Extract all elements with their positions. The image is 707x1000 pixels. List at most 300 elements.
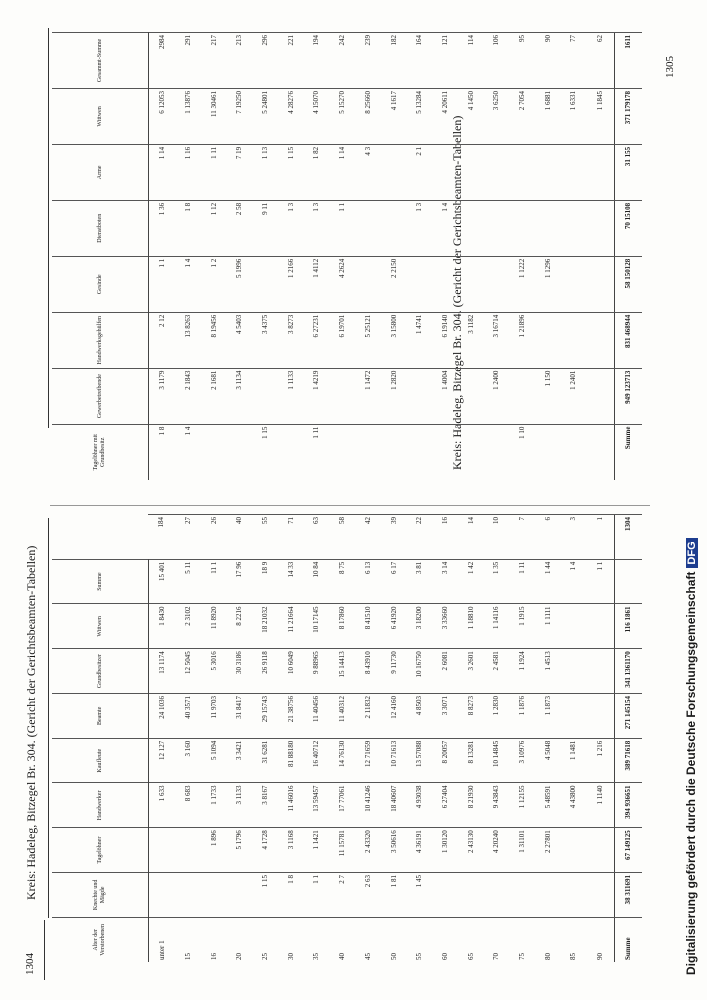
table-cell: 63 xyxy=(304,515,330,560)
table-cell: 3 33660 xyxy=(433,604,459,649)
table-cell: 8 2216 xyxy=(227,604,253,649)
table-cell xyxy=(587,424,615,480)
table-row xyxy=(407,515,433,963)
table-cell: 1 3 xyxy=(304,200,330,256)
table-cell xyxy=(148,828,176,873)
column-header: Kaufleute xyxy=(52,738,148,783)
table-cell: 3 8273 xyxy=(278,312,304,368)
row-label: unter 1 xyxy=(148,917,176,962)
table-cell: 6 27231 xyxy=(304,312,330,368)
table-cell: 1 4004 xyxy=(433,368,459,424)
table-cell xyxy=(535,424,561,480)
table-cell: 1 1472 xyxy=(355,368,381,424)
totals-row xyxy=(614,33,642,481)
table-cell xyxy=(433,144,459,200)
table-row xyxy=(148,515,176,963)
row-label: 15 xyxy=(176,917,202,962)
column-header: Gewerbetreibende xyxy=(52,368,148,424)
table-cell: 3 15800 xyxy=(381,312,407,368)
table-cell: 2 7 xyxy=(330,873,356,918)
column-header: Handwerker xyxy=(52,783,148,828)
table-cell: 2 4581 xyxy=(484,649,510,694)
table-row xyxy=(433,515,459,963)
table-cell: 1 11 xyxy=(510,559,536,604)
table-cell: 182 xyxy=(381,33,407,89)
table-cell: 1 6331 xyxy=(561,88,587,144)
table-cell xyxy=(458,368,484,424)
table-cell xyxy=(330,424,356,480)
table-row xyxy=(227,515,253,963)
table-cell: 4 28276 xyxy=(278,88,304,144)
table-row xyxy=(330,33,356,481)
table-cell: 2 1 xyxy=(407,144,433,200)
table-cell: 1 1 xyxy=(148,256,176,312)
table-cell: 10 6049 xyxy=(278,649,304,694)
table-row xyxy=(535,515,561,963)
table-cell: 1 1140 xyxy=(587,783,615,828)
table-cell: 10 14845 xyxy=(484,738,510,783)
totals-cell: 271 145154 xyxy=(614,694,642,739)
table-cell xyxy=(587,694,615,739)
table-cell xyxy=(587,312,615,368)
table-cell: 1 4741 xyxy=(407,312,433,368)
table-cell: 10 16750 xyxy=(407,649,433,694)
table-cell: 1 4219 xyxy=(304,368,330,424)
table-row xyxy=(227,33,253,481)
table-cell: 81 88180 xyxy=(278,738,304,783)
table-cell: 8 43910 xyxy=(355,649,381,694)
table-cell: 3 3071 xyxy=(433,694,459,739)
table-row xyxy=(201,33,227,481)
digitization-text: Digitalisierung gefördert durch die Deutsche Forschungsgemeinschaft xyxy=(684,571,698,975)
table-cell: 16 xyxy=(433,515,459,560)
right-table-panel xyxy=(52,32,642,480)
table-cell: 1 1733 xyxy=(201,783,227,828)
table-cell: 1 xyxy=(587,515,615,560)
table-cell: 1 81 xyxy=(381,873,407,918)
table-cell: 6 12053 xyxy=(148,88,176,144)
table-row xyxy=(484,515,510,963)
table-cell: 3 1133 xyxy=(227,783,253,828)
table-cell: 1 8430 xyxy=(148,604,176,649)
table-cell: 1 6881 xyxy=(535,88,561,144)
table-cell: 26 9118 xyxy=(253,649,279,694)
table-cell xyxy=(535,312,561,368)
table-cell: 6 27404 xyxy=(433,783,459,828)
table-cell xyxy=(587,256,615,312)
table-cell: 39 xyxy=(381,515,407,560)
page-title-right: Kreis: Hadeleg, Bitzegel Br. 304. (Gericht der Gerichtsbeamten-Tabellen) xyxy=(450,115,464,470)
column-header: Alter der Verstorbenen xyxy=(52,917,148,962)
table-cell: 4 8503 xyxy=(407,694,433,739)
table-cell: 12 5045 xyxy=(176,649,202,694)
row-label: 45 xyxy=(355,917,381,962)
table-cell: 12 71659 xyxy=(355,738,381,783)
totals-cell: 67 149125 xyxy=(614,828,642,873)
table-cell: 15 14413 xyxy=(330,649,356,694)
table-cell: 1 14 xyxy=(148,144,176,200)
totals-cell: 38 311691 xyxy=(614,873,642,918)
rule-right-vertical xyxy=(48,28,49,428)
table-cell: 77 xyxy=(561,33,587,89)
table-row xyxy=(253,515,279,963)
table-cell: 213 xyxy=(227,33,253,89)
table-cell: 6 xyxy=(535,515,561,560)
table-cell: 1 36 xyxy=(148,200,176,256)
column-header: Wittwen xyxy=(52,604,148,649)
table-cell: 21 38756 xyxy=(278,694,304,739)
table-cell: 4 5403 xyxy=(227,312,253,368)
table-row xyxy=(176,33,202,481)
table-cell xyxy=(561,200,587,256)
table-cell: 9 11730 xyxy=(381,649,407,694)
table-cell: 3 50616 xyxy=(381,828,407,873)
table-cell: 291 xyxy=(176,33,202,89)
table-cell: 1 4112 xyxy=(304,256,330,312)
column-header: Knechte und Mägde xyxy=(52,873,148,918)
table-cell xyxy=(535,144,561,200)
table-cell: 11 40312 xyxy=(330,694,356,739)
table-cell: 4 5048 xyxy=(535,738,561,783)
table-cell xyxy=(510,873,536,918)
row-label: 30 xyxy=(278,917,304,962)
table-cell xyxy=(535,873,561,918)
table-cell: 6 41920 xyxy=(381,604,407,649)
table-cell xyxy=(330,368,356,424)
table-cell: 4 1617 xyxy=(381,88,407,144)
table-cell: 1 1 xyxy=(304,873,330,918)
table-cell: 1 4513 xyxy=(535,649,561,694)
table-cell: 114 xyxy=(458,33,484,89)
table-cell: 10 xyxy=(484,515,510,560)
table-cell: 11 40456 xyxy=(304,694,330,739)
table-cell: 11 8920 xyxy=(201,604,227,649)
table-row xyxy=(278,515,304,963)
column-header: Wittwen xyxy=(52,88,148,144)
table-cell xyxy=(148,873,176,918)
table-cell: 14 76130 xyxy=(330,738,356,783)
table-cell: 18 21032 xyxy=(253,604,279,649)
totals-cell: 31 155 xyxy=(614,144,642,200)
table-cell: 1 216 xyxy=(587,738,615,783)
table-cell: 1 10 xyxy=(510,424,536,480)
table-cell: 1 1924 xyxy=(510,649,536,694)
row-label: 80 xyxy=(535,917,561,962)
table-cell: 6 17 xyxy=(381,559,407,604)
table-row xyxy=(510,515,536,963)
table-cell: 1 1 xyxy=(587,559,615,604)
table-cell: 90 xyxy=(535,33,561,89)
totals-row xyxy=(614,515,642,963)
table-cell: 1 30120 xyxy=(433,828,459,873)
table-cell: 164 xyxy=(407,33,433,89)
table-cell: 2 1843 xyxy=(176,368,202,424)
table-cell: 42 xyxy=(355,515,381,560)
column-header: Grundbesitzer xyxy=(52,649,148,694)
row-label: 60 xyxy=(433,917,459,962)
table-cell: 17 96 xyxy=(227,559,253,604)
table-row xyxy=(407,33,433,481)
table-cell: 18 40607 xyxy=(381,783,407,828)
table-row xyxy=(458,515,484,963)
table-cell: 4 20611 xyxy=(433,88,459,144)
table-cell: 1 896 xyxy=(201,828,227,873)
table-cell: 5 24801 xyxy=(253,88,279,144)
table-cell: 4 43800 xyxy=(561,783,587,828)
table-cell: 2 7054 xyxy=(510,88,536,144)
table-cell xyxy=(561,144,587,200)
table-cell xyxy=(587,368,615,424)
table-cell xyxy=(561,424,587,480)
table-cell: 5 1996 xyxy=(227,256,253,312)
table-cell: 1 1296 xyxy=(535,256,561,312)
table-cell: 1 1915 xyxy=(510,604,536,649)
totals-cell: 1304 xyxy=(614,515,642,560)
table-cell xyxy=(510,200,536,256)
table-cell: 2 43320 xyxy=(355,828,381,873)
table-row xyxy=(304,33,330,481)
table-row xyxy=(304,515,330,963)
column-header: Dienstboten xyxy=(52,200,148,256)
row-label: 20 xyxy=(227,917,253,962)
left-table-panel xyxy=(52,514,642,962)
table-cell: 4 3 xyxy=(355,144,381,200)
row-label: 25 xyxy=(253,917,279,962)
row-label: 90 xyxy=(587,917,615,962)
table-cell: 9 11 xyxy=(253,200,279,256)
table-cell xyxy=(561,312,587,368)
totals-cell: 371 179178 xyxy=(614,88,642,144)
table-cell: 1 1111 xyxy=(535,604,561,649)
table-cell: 1 1876 xyxy=(510,694,536,739)
page-title-left: Kreis: Hadeleg, Bitzegel Br. 304. (Gericht der Gerichtsbeamten-Tabellen) xyxy=(24,545,38,900)
table-cell: 2 3102 xyxy=(176,604,202,649)
table-cell: 1 15 xyxy=(253,873,279,918)
table-cell: 1 45 xyxy=(407,873,433,918)
table-cell: 1 4 xyxy=(176,256,202,312)
table-cell: 8 683 xyxy=(176,783,202,828)
table-cell xyxy=(561,604,587,649)
totals-cell: 1611 xyxy=(614,33,642,89)
table-cell: 9 43843 xyxy=(484,783,510,828)
table-row xyxy=(535,33,561,481)
table-cell xyxy=(561,828,587,873)
table-cell xyxy=(484,200,510,256)
table-row xyxy=(176,515,202,963)
table-cell: 4 93038 xyxy=(407,783,433,828)
table-cell: 14 xyxy=(458,515,484,560)
rule-left-bottom xyxy=(44,920,45,980)
table-cell xyxy=(561,694,587,739)
table-cell: 95 xyxy=(510,33,536,89)
table-cell: 221 xyxy=(278,33,304,89)
row-label: 75 xyxy=(510,917,536,962)
table-row xyxy=(433,33,459,481)
table-cell xyxy=(433,424,459,480)
table-cell xyxy=(433,256,459,312)
table-cell xyxy=(278,424,304,480)
table-cell: 1 2 xyxy=(201,256,227,312)
table-cell: 24 1036 xyxy=(148,694,176,739)
table-cell xyxy=(407,256,433,312)
table-cell: 1 15 xyxy=(278,144,304,200)
table-cell: 9 88965 xyxy=(304,649,330,694)
table-cell: 1 35 xyxy=(484,559,510,604)
table-cell xyxy=(510,368,536,424)
table-cell: 8 8273 xyxy=(458,694,484,739)
table-cell: 11 9703 xyxy=(201,694,227,739)
table-cell: 5 1094 xyxy=(201,738,227,783)
table-row xyxy=(381,33,407,481)
totals-cell: 70 15108 xyxy=(614,200,642,256)
table-cell: 13 1174 xyxy=(148,649,176,694)
totals-cell: 394 936651 xyxy=(614,783,642,828)
table-cell xyxy=(355,256,381,312)
table-cell: 1 11 xyxy=(304,424,330,480)
table-cell xyxy=(535,200,561,256)
table-cell: 2 63 xyxy=(355,873,381,918)
rule-left-vertical xyxy=(48,518,49,918)
table-cell: 184 xyxy=(148,515,176,560)
table-cell: 11 30461 xyxy=(201,88,227,144)
table-cell xyxy=(253,256,279,312)
column-header: Beamte xyxy=(52,694,148,739)
totals-cell xyxy=(614,559,642,604)
table-cell xyxy=(381,424,407,480)
table-cell: 11 21664 xyxy=(278,604,304,649)
table-cell: 1 42 xyxy=(458,559,484,604)
table-cell xyxy=(355,424,381,480)
row-label: 70 xyxy=(484,917,510,962)
table-cell: 3 8167 xyxy=(253,783,279,828)
table-row xyxy=(330,515,356,963)
table-cell xyxy=(433,873,459,918)
totals-cell: 389 71618 xyxy=(614,738,642,783)
column-header: Gesinde xyxy=(52,256,148,312)
table-cell xyxy=(587,144,615,200)
table-row xyxy=(381,515,407,963)
table-cell: 7 19250 xyxy=(227,88,253,144)
table-cell: 10 17145 xyxy=(304,604,330,649)
table-cell xyxy=(458,873,484,918)
table-cell: 15 401 xyxy=(148,559,176,604)
table-cell xyxy=(458,144,484,200)
table-cell xyxy=(484,424,510,480)
table-cell: 2984 xyxy=(148,33,176,89)
table-cell: 1 8 xyxy=(176,200,202,256)
table-cell xyxy=(484,144,510,200)
column-header: Summe xyxy=(52,559,148,604)
table-cell: 5 3016 xyxy=(201,649,227,694)
totals-cell: 949 123713 xyxy=(614,368,642,424)
table-cell: 3 4375 xyxy=(253,312,279,368)
table-cell: 1 13876 xyxy=(176,88,202,144)
table-cell: 1 21896 xyxy=(510,312,536,368)
table-cell: 10 84 xyxy=(304,559,330,604)
table-cell: 1 3 xyxy=(278,200,304,256)
table-cell: 2 12 xyxy=(148,312,176,368)
table-cell: 1 2820 xyxy=(381,368,407,424)
table-cell: 8 75 xyxy=(330,559,356,604)
table-cell: 13 57088 xyxy=(407,738,433,783)
table-cell xyxy=(407,368,433,424)
table-cell: 11 1 xyxy=(201,559,227,604)
table-cell: 1 3 xyxy=(407,200,433,256)
table-cell: 1 1 xyxy=(330,200,356,256)
table-cell: 1 2401 xyxy=(561,368,587,424)
table-cell xyxy=(587,604,615,649)
table-cell xyxy=(510,144,536,200)
table-row xyxy=(355,33,381,481)
table-cell: 1 14 xyxy=(330,144,356,200)
table-cell: 27 xyxy=(176,515,202,560)
table-cell: 62 xyxy=(587,33,615,89)
table-row xyxy=(587,33,615,481)
table-cell: 8 21930 xyxy=(458,783,484,828)
table-cell: 1 1421 xyxy=(304,828,330,873)
table-cell xyxy=(201,873,227,918)
table-cell: 239 xyxy=(355,33,381,89)
table-row xyxy=(484,33,510,481)
table-cell: 194 xyxy=(304,33,330,89)
table-cell: 1 1222 xyxy=(510,256,536,312)
column-header: Tagelöhner mit Grundbesitz xyxy=(52,424,148,480)
table-cell: 3 1168 xyxy=(278,828,304,873)
table-cell: 1 44 xyxy=(535,559,561,604)
table-cell xyxy=(587,873,615,918)
table-cell: 12 127 xyxy=(148,738,176,783)
table-cell: 1 82 xyxy=(304,144,330,200)
table-cell: 296 xyxy=(253,33,279,89)
table-cell: 10 41246 xyxy=(355,783,381,828)
table-cell: 13 8263 xyxy=(176,312,202,368)
table-cell: 2 58 xyxy=(227,200,253,256)
table-cell: 1 8 xyxy=(278,873,304,918)
row-label: 16 xyxy=(201,917,227,962)
totals-cell: 341 1361170 xyxy=(614,649,642,694)
page-number-left: 1304 xyxy=(24,953,36,975)
table-cell: 1 4 xyxy=(176,424,202,480)
table-cell: 6 19140 xyxy=(433,312,459,368)
table-cell: 58 xyxy=(330,515,356,560)
column-header: Arme xyxy=(52,144,148,200)
table-cell xyxy=(355,200,381,256)
table-cell: 26 xyxy=(201,515,227,560)
table-cell xyxy=(201,424,227,480)
table-row xyxy=(510,33,536,481)
table-cell: 3 14 xyxy=(433,559,459,604)
table-cell: 7 19 xyxy=(227,144,253,200)
table-cell: 3 81 xyxy=(407,559,433,604)
table-cell: 8 25660 xyxy=(355,88,381,144)
left-statistics-table xyxy=(52,514,642,962)
table-row xyxy=(458,33,484,481)
table-cell: 31 8417 xyxy=(227,694,253,739)
table-cell: 2 6081 xyxy=(433,649,459,694)
table-cell: 8 19456 xyxy=(201,312,227,368)
table-cell: 12 4160 xyxy=(381,694,407,739)
table-cell: 5 48591 xyxy=(535,783,561,828)
totals-label: Summe xyxy=(614,424,642,480)
totals-cell: 831 468944 xyxy=(614,312,642,368)
table-cell: 10 71613 xyxy=(381,738,407,783)
table-cell: 1 11 xyxy=(201,144,227,200)
table-cell: 1 12 xyxy=(201,200,227,256)
table-cell: 3 10976 xyxy=(510,738,536,783)
table-cell: 1 2400 xyxy=(484,368,510,424)
table-cell: 6 13 xyxy=(355,559,381,604)
table-cell: 1 4 xyxy=(433,200,459,256)
